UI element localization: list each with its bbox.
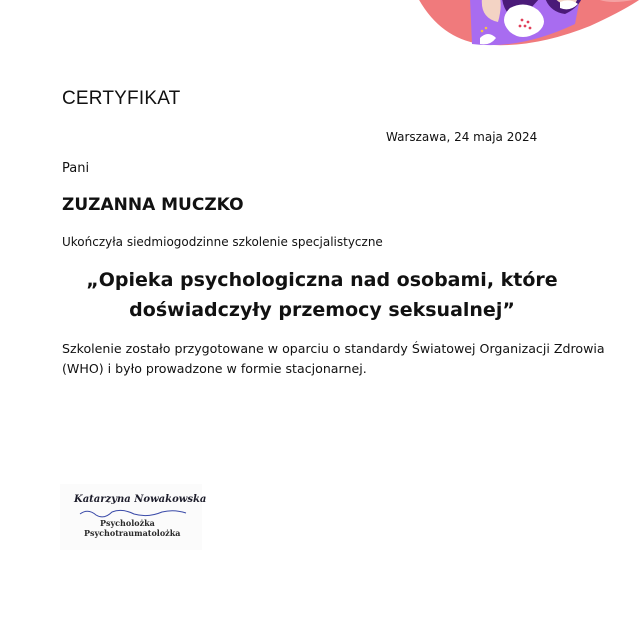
signatory-role: Psycholożka bbox=[100, 518, 155, 528]
signatory-specialty: Psychotraumatolożka bbox=[84, 528, 181, 538]
signatory-name: Katarzyna Nowakowska bbox=[74, 494, 207, 505]
course-title: „Opieka psychologiczna nad osobami, które doświadczyły przemocy seksualnej” bbox=[86, 269, 558, 321]
floral-illustration-icon bbox=[410, 0, 640, 50]
signature-stamp bbox=[60, 484, 207, 550]
course-description: Szkolenie zostało przygotowane w oparciu o standardy Światowej Organizacji Zdrowia (WHO) i było prowadzone w formie stacjonarnej. bbox=[62, 341, 605, 376]
completion-statement: Ukończyła siedmiogodzinne szkolenie specjalistyczne bbox=[62, 235, 383, 249]
place-date: Warszawa, 24 maja 2024 bbox=[386, 130, 538, 144]
certificate-title: CERTYFIKAT bbox=[62, 88, 181, 109]
recipient-name: ZUZANNA MUCZKO bbox=[62, 195, 244, 215]
salutation: Pani bbox=[62, 161, 90, 176]
